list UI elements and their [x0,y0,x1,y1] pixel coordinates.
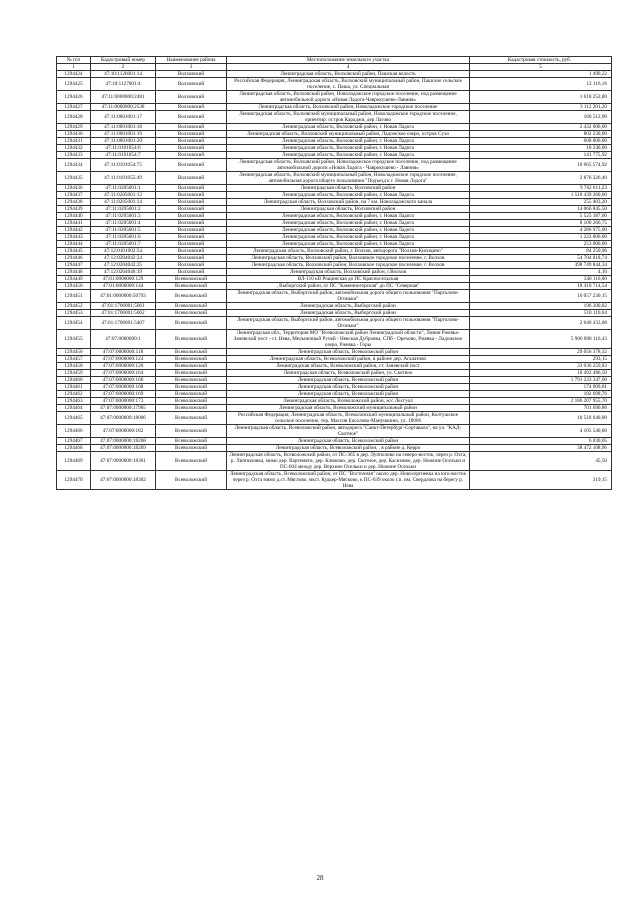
table-row [57,234,612,241]
cadastral-value: 2 640 433,88 [470,317,612,330]
district-name: Волховский [156,172,227,185]
district-name: Волховский [156,131,227,138]
column-number: 1 [57,64,91,71]
cadastral-number: 47:07:0000000:18269 [91,445,156,452]
table-row [57,91,612,104]
cadastral-number: 47:07:0000000:182 [91,425,156,438]
cadastral-value: 1 518 439 360,00 [470,192,612,199]
cadastral-number: 47:11:0000000:2481 [91,91,156,104]
location-text: Ленинградская область, Волховский район, г. Новая Ладога [227,124,470,131]
cadastral-number: 47:11:0205001:7 [91,241,156,248]
cadastral-number: 47:07:0000000:118 [91,349,156,356]
cadastral-number: 47:11:0001001:18 [91,124,156,131]
cadastral-value: 38 472 108,96 [470,445,612,452]
row-number: 1294431 [57,138,91,145]
row-number: 1294452 [57,303,91,310]
table-row [57,78,612,91]
district-name: Всеволожский [156,398,227,405]
cadastral-value: 29 056 378,32 [470,349,612,356]
page-number: 28 [316,874,324,882]
row-number: 1294425 [57,78,91,91]
row-number: 1294455 [57,330,91,349]
table-row [57,104,612,111]
table-row [57,185,612,192]
cadastral-number: 47:11:0101054:6 [91,145,156,152]
table-row [57,172,612,185]
cadastral-number: 47:11:0205001:5 [91,227,156,234]
cadastral-number: 47:07:0000000:17965 [91,405,156,412]
location-text: Ленинградская область, Всеволожский район, ст. Заневский пост [227,363,470,370]
cadastral-number: 47:11:0000000:2538 [91,104,156,111]
cadastral-value: 54 704 818,74 [470,255,612,262]
row-number: 1294426 [57,91,91,104]
location-text: Ленинградская область, Волховский район, г. Новая Ладога [227,234,470,241]
location-text: Ленинградская область, Волховский район, Новоладожское городское поселение, под размещение автомобильной дороги «Новая Ладога - Чаврокушево - Лавния» [227,159,470,172]
table-row [57,405,612,412]
district-name: Всеволожский [156,349,227,356]
cadastral-number: 47:07:0000000:164 [91,370,156,377]
row-number: 1294457 [57,356,91,363]
row-number: 1294429 [57,124,91,131]
district-name: Волховский [156,91,227,104]
cadastral-number: 47:01:1706001:5061 [91,303,156,310]
row-number: 1294465 [57,412,91,425]
row-number: 1294439 [57,206,91,213]
cadastral-value: 701 690,86 [470,405,612,412]
cadastral-number: 47:12:0204046:19 [91,269,156,276]
location-text: Ленинградская область, Выборгский район [227,310,470,317]
cadastral-value: 1 490,22 [470,71,612,78]
location-text: Ленинградская область, Волховский район [227,185,470,192]
location-text: Ленинградская область, Волховский район, г. Новая Ладога [227,220,470,227]
cadastral-value: 3 112 201,20 [470,104,612,111]
location-text: Ленинградская область, Волховский район, г. Новая Ладога [227,192,470,199]
cadastral-value: 160 512,90 [470,111,612,124]
cadastral-value: 1 222 000,00 [470,234,612,241]
cadastral-number: 47:11:0205001:14 [91,199,156,206]
cadastral-value: 608 000,00 [470,138,612,145]
row-number: 1294442 [57,227,91,234]
row-number: 1294424 [57,71,91,78]
cadastral-value: 802 230,00 [470,131,612,138]
table-row [57,192,612,199]
cadastral-value: 2 432 000,00 [470,124,612,131]
cadastral-value: 14 066 845,50 [470,206,612,213]
row-number: 1294440 [57,213,91,220]
row-number: 1294469 [57,452,91,471]
cadastral-number: 47:11:0001001:17 [91,111,156,124]
district-name: Волховский [156,185,227,192]
district-name: Всеволожский [156,283,227,290]
cadastral-number: 47:11:0101055:49 [91,172,156,185]
column-number: 3 [156,64,227,71]
row-number: 1294450 [57,283,91,290]
cadastral-number: 47:07:0000000:18301 [91,452,156,471]
row-number: 1294446 [57,255,91,262]
district-name: Всеволожский [156,317,227,330]
table-row [57,438,612,445]
table-row [57,213,612,220]
cadastral-value: 10 492 486,50 [470,370,612,377]
row-number: 1294451 [57,290,91,303]
table-row [57,269,612,276]
district-name: Волховский [156,255,227,262]
district-name: Волховский [156,213,227,220]
table-row [57,349,612,356]
row-number: 1294435 [57,172,91,185]
district-name: Волховский [156,206,227,213]
location-text: Ленинградская область, Всеволожский район, , в районе д. Керро [227,445,470,452]
cadastral-number: 47:11:0205001:3 [91,213,156,220]
location-text: Ленинградская область, Волховский район, Волховское городское поселение, г. Волхов [227,262,470,269]
location-text: Ленинградская область, Волховский район, Пашская волость [227,71,470,78]
district-name: Всеволожский [156,445,227,452]
location-text: Ленинградская область, Выборгский район [227,303,470,310]
location-text: Ленинградская область, Всеволожский район [227,384,470,391]
row-number: 1294466 [57,425,91,438]
district-name: Волховский [156,71,227,78]
cadastral-number: 47:11:0205001:12 [91,192,156,199]
district-name: Всеволожский [156,452,227,471]
row-number: 1294461 [57,384,91,391]
row-number: 1294454 [57,317,91,330]
table-row [57,159,612,172]
cadastral-number: 47:01:1706001:5407 [91,317,156,330]
district-name: Волховский [156,124,227,131]
location-text: , Выборгский район, от ПС "Каменногорская" до ПС "Северная" [227,283,470,290]
row-number: 1294460 [57,377,91,384]
row-number: 1294433 [57,152,91,159]
table-row [57,241,612,248]
cadastral-value: 6 030,05 [470,438,612,445]
cadastral-value: 1 618 252,80 [470,91,612,104]
row-number: 1294463 [57,398,91,405]
cadastral-number: 47:07:0000000:126 [91,363,156,370]
location-text: ВЛ-110 кВ Рощинская до ПС Красносельская [227,276,470,283]
location-text: Ленинградская область, Волховский район, г. Новая Ладога [227,241,470,248]
row-number: 1294464 [57,405,91,412]
table-row [57,330,612,349]
location-text: Ленинградская область, Выборгский район, автомобильная дорога общего пользования "Парголово-Огоньки" [227,290,470,303]
cadastral-number: 47:11:0101054:75 [91,159,156,172]
table-row [57,471,612,490]
cadastral-number: 47:01:0000000:144 [91,283,156,290]
cadastral-number: 47:07:0000000:18006 [91,412,156,425]
cadastral-number: 47:12:0204042:24 [91,255,156,262]
cadastral-value: 9 762 611,23 [470,185,612,192]
table-row [57,206,612,213]
district-name: Всеволожский [156,412,227,425]
location-text: Российская Федерация, Ленинградская область, Волховский муниципальный район, Пашское сельское поселение, с. Паша, ул. Специальная [227,78,470,91]
row-number: 1294436 [57,185,91,192]
table-row [57,111,612,124]
district-name: Всеволожский [156,438,227,445]
row-number: 1294458 [57,363,91,370]
table-row [57,124,612,131]
cadastral-number: 47:01:1706001:5062 [91,310,156,317]
cadastral-value: 12 116,16 [470,78,612,91]
cadastral-number: 47:07:0000000:168 [91,384,156,391]
table-row [57,412,612,425]
district-name: Волховский [156,111,227,124]
table-row [57,384,612,391]
cadastral-value: 10 518 640,00 [470,412,612,425]
column-number: 4 [227,64,470,71]
district-name: Волховский [156,138,227,145]
cadastral-value: 340 116,00 [470,276,612,283]
district-name: Волховский [156,269,227,276]
cadastral-number: 47:11:0001001:19 [91,131,156,138]
document-sheet [56,56,607,490]
table-row [57,356,612,363]
header-district: Наименование района [156,57,227,64]
cadastral-value: 319,15 [470,471,612,490]
row-number: 1294468 [57,445,91,452]
location-text: Ленинградская область, Волховский район, Новоладожское городское поселение, под размещение автомобильной дороги «Новая Ладога-Чаврокушево-Лавния» [227,91,470,104]
cadastral-number: 47:12:0101002:54 [91,248,156,255]
district-name: Всеволожский [156,310,227,317]
table-body [57,71,612,490]
location-text: Ленинградская область, Волховский район [227,206,470,213]
row-number: 1294448 [57,269,91,276]
table-row [57,452,612,471]
location-text: Ленинградская область, Волховский район, Новоладожское городское поселение [227,104,470,111]
location-text: Ленинградская область, Всеволожский район [227,391,470,398]
cadastral-value: 293,15 [470,356,612,363]
cadastral-value: 1 791 233 347,00 [470,377,612,384]
row-number: 1294430 [57,131,91,138]
table-row [57,262,612,269]
cadastral-number: 47:07:0000000:173 [91,398,156,405]
location-text: Российская Федерация, Ленинградская область, Всеволожский муниципальный район, Колтушское сельское поселение, тер. Массив Ексолово-Манушкино, ул. 18006 [227,412,470,425]
location-text: Ленинградская область, Волховский муниципальный район, Ладожское озеро, остров Сухо [227,131,470,138]
column-number-row [57,64,612,71]
header-location: Местоположение земельного участка [227,57,470,64]
cadastral-value: 174 909,81 [470,384,612,391]
district-name: Всеволожский [156,391,227,398]
cadastral-number: 47:07:0000000:1 [91,330,156,349]
cadastral-value: 10 665 574,92 [470,159,612,172]
row-number: 1294449 [57,276,91,283]
cadastral-number: 47:11:0205001:1 [91,185,156,192]
cadastral-value: 255 403,20 [470,199,612,206]
location-text: Ленинградская область, Волховский район, г. Новая Ладога [227,145,470,152]
column-number: 2 [91,64,156,71]
location-text: Ленинградская область, Волховский район, г. Новая Ладога [227,227,470,234]
cadastral-value: 4 286 975,00 [470,227,612,234]
location-text: Ленинградская область, Волховский район, на 7 км. Новоладожского канала [227,199,470,206]
table-row [57,425,612,438]
cadastral-value: 45,50 [470,452,612,471]
location-text: Ленинградская область, Всеволожский район, ж/с Лесгуол [227,398,470,405]
cadastral-number: 47:11:0001001:20 [91,138,156,145]
table-row [57,317,612,330]
row-number: 1294467 [57,438,91,445]
location-text: Ленинградская область, Всеволожский район, в районе дер. Агалатово [227,356,470,363]
row-number: 1294447 [57,262,91,269]
table-row [57,227,612,234]
district-name: Волховский [156,241,227,248]
cadastral-value: 8 100 266,75 [470,220,612,227]
cadastral-number: 47:07:0000000:166 [91,377,156,384]
district-name: Всеволожский [156,363,227,370]
table-row [57,71,612,78]
district-name: Всеволожский [156,405,227,412]
table-header-row [57,57,612,64]
district-name: Всеволожский [156,303,227,310]
district-name: Всеволожский [156,425,227,438]
cadastral-number: 47:07:0000000:124 [91,356,156,363]
district-name: Всеволожский [156,471,227,490]
location-text: Ленинградская область, Волховский муниципальный район, Новоладожское городское поселение, ориентир: остров Караджи, дер Лагово [227,111,470,124]
table-row [57,199,612,206]
table-row [57,398,612,405]
table-row [57,370,612,377]
cadastral-number: 47:10:1127001:4 [91,78,156,91]
district-name: Всеволожский [156,276,227,283]
district-name: Волховский [156,234,227,241]
column-number: 5 [470,64,612,71]
location-text: Ленинградская область, Волховский район, г. Новая Ладога [227,213,470,220]
cadastral-value: 2 186 207 955,70 [470,398,612,405]
cadastral-value: 18 410 714,54 [470,283,612,290]
row-number: 1294427 [57,104,91,111]
district-name: Волховский [156,192,227,199]
district-name: Волховский [156,248,227,255]
header-cadastral-number: Кадастровый номер [91,57,156,64]
location-text: Ленинградская область, Всеволожский район, от ПС-365 в дер. Лупполово на северо-восток, через р. Охта, р. Липпиловка, мимо дер. Вартемяги, дер. Клюково, дер. Скотное, дер. Касимово, дер. Нижние Осельки и ПС-604 между дер. Верхние Осельки и дер. Нижние Осельки [227,452,470,471]
table-row [57,248,612,255]
cadastral-number: 47:01:0000000:129 [91,276,156,283]
table-row [57,152,612,159]
cadastral-value: 253 000,00 [470,241,612,248]
district-name: Всеволожский [156,377,227,384]
district-name: Волховский [156,152,227,159]
district-name: Всеволожский [156,384,227,391]
cadastral-number: 47:07:0000000:169 [91,391,156,398]
district-name: Волховский [156,145,227,152]
location-text: Ленинградская область, Волховский район, г.Волхов [227,269,470,276]
table-row [57,290,612,303]
district-name: Всеволожский [156,330,227,349]
row-number: 1294470 [57,471,91,490]
location-text: Ленинградская область, Всеволожский район [227,349,470,356]
cadastral-value: 84 250,96 [470,248,612,255]
row-number: 1294432 [57,145,91,152]
table-row [57,377,612,384]
cadastral-number: 47:11:0205001:6 [91,234,156,241]
district-name: Всеволожский [156,356,227,363]
cadastral-number: 47:01:0000000:50793 [91,290,156,303]
district-name: Волховский [156,220,227,227]
row-number: 1294443 [57,234,91,241]
location-text: Ленинградская область, Всеволожский район [227,377,470,384]
cadastral-value: 141 775,92 [470,152,612,159]
cadastral-number: 47:10:1126001:14 [91,71,156,78]
table-row [57,138,612,145]
table-row [57,283,612,290]
cadastral-value: 10 057 230,15 [470,290,612,303]
header-value: Кадастровая стоимость, руб. [470,57,612,64]
location-text: Ленинградская область, Волховский муниципальный район, Новоладожское городское поселение, автомобильная дорога общего пользования "Подъезд к г. Новая Ладога" [227,172,470,185]
cadastral-number: 47:07:0000000:18302 [91,471,156,490]
row-number: 1294434 [57,159,91,172]
cadastral-value: 182 698,76 [470,391,612,398]
header-number: № п/п [57,57,91,64]
table-row [57,310,612,317]
row-number: 1294438 [57,199,91,206]
cadastral-value: 518 110,04 [470,310,612,317]
row-number: 1294456 [57,349,91,356]
row-number: 1294441 [57,220,91,227]
table-row [57,255,612,262]
district-name: Волховский [156,227,227,234]
district-name: Волховский [156,262,227,269]
table-row [57,220,612,227]
district-name: Волховский [156,78,227,91]
table-row [57,363,612,370]
location-text: Ленинградская область, Волховский район, г. Новая Ладога [227,152,470,159]
row-number: 1294444 [57,241,91,248]
row-number: 1294428 [57,111,91,124]
cadastral-number: 47:07:0000000:18268 [91,438,156,445]
cadastral-number: 47:12:0204042:25 [91,262,156,269]
cadastral-value: 5 525 187,00 [470,213,612,220]
district-name: Волховский [156,199,227,206]
location-text: Ленинградская область, Волховский район, г. Волхов, автодорога "Волхов-Кисицино" [227,248,470,255]
row-number: 1294453 [57,310,91,317]
table-row [57,276,612,283]
district-name: Всеволожский [156,370,227,377]
cadastral-value: 18 240,00 [470,145,612,152]
cadastral-number: 47:11:0101054:7 [91,152,156,159]
cadastral-value: 398 749 844,34 [470,262,612,269]
cadastral-table [56,56,612,490]
location-text: Ленинградская область, Волховский район, г. Новая Ладога [227,138,470,145]
location-text: Ленинградская область, Всеволожский район [227,438,470,445]
cadastral-value: 4 105 540,80 [470,425,612,438]
district-name: Волховский [156,159,227,172]
table-row [57,303,612,310]
table-row [57,145,612,152]
table-row [57,445,612,452]
row-number: 1294462 [57,391,91,398]
row-number: 1294437 [57,192,91,199]
district-name: Волховский [156,104,227,111]
location-text: Ленинградская область, Волховский район, Волховское городское поселение, г. Волхов [227,255,470,262]
row-number: 1294459 [57,370,91,377]
cadastral-value: 2 876 326,40 [470,172,612,185]
location-text: Ленинградская обл., Территория МО "Всеволожский район Ленинградской области", Линия Ржевка-Заневский пост - ст. Нева, Мельничный Ручей - Невская Дубровка, СПб - Орехово, Ржевка - Ладожское озеро, Ржевка - Горы [227,330,470,349]
cadastral-value: 4,10 [470,269,612,276]
location-text: Ленинградская область, Всеволожский район, от ПС "Восточная" около дер. Новосергиевка на юго-восток через р. Охта мимо д.ст. Мяглово, мкст. Кудьер-Мясково, к ПС-639 около г.п. им. Свердлова на берегу р. Нева [227,471,470,490]
cadastral-number: 47:11:0205001:4 [91,220,156,227]
table-row [57,391,612,398]
row-number: 1294445 [57,248,91,255]
cadastral-value: 5 906 890 116,43 [470,330,612,349]
location-text: Ленинградская область, Всеволожский район, автодорога "Санкт-Петербург-Сортавала", на уч. "КАД-Скотное" [227,425,470,438]
cadastral-value: 33 036 259,83 [470,363,612,370]
table-row [57,131,612,138]
location-text: Ленинградская область, Всеволожский район, ул. Скотное [227,370,470,377]
cadastral-number: 47:11:0205001:2 [91,206,156,213]
location-text: Ленинградская область, Выборгский район, автомобильная дорога общего пользования "Парголово-Огоньки" [227,317,470,330]
cadastral-value: 196 200,82 [470,303,612,310]
location-text: Ленинградская область, Всеволожский муниципальный район [227,405,470,412]
district-name: Всеволожский [156,290,227,303]
